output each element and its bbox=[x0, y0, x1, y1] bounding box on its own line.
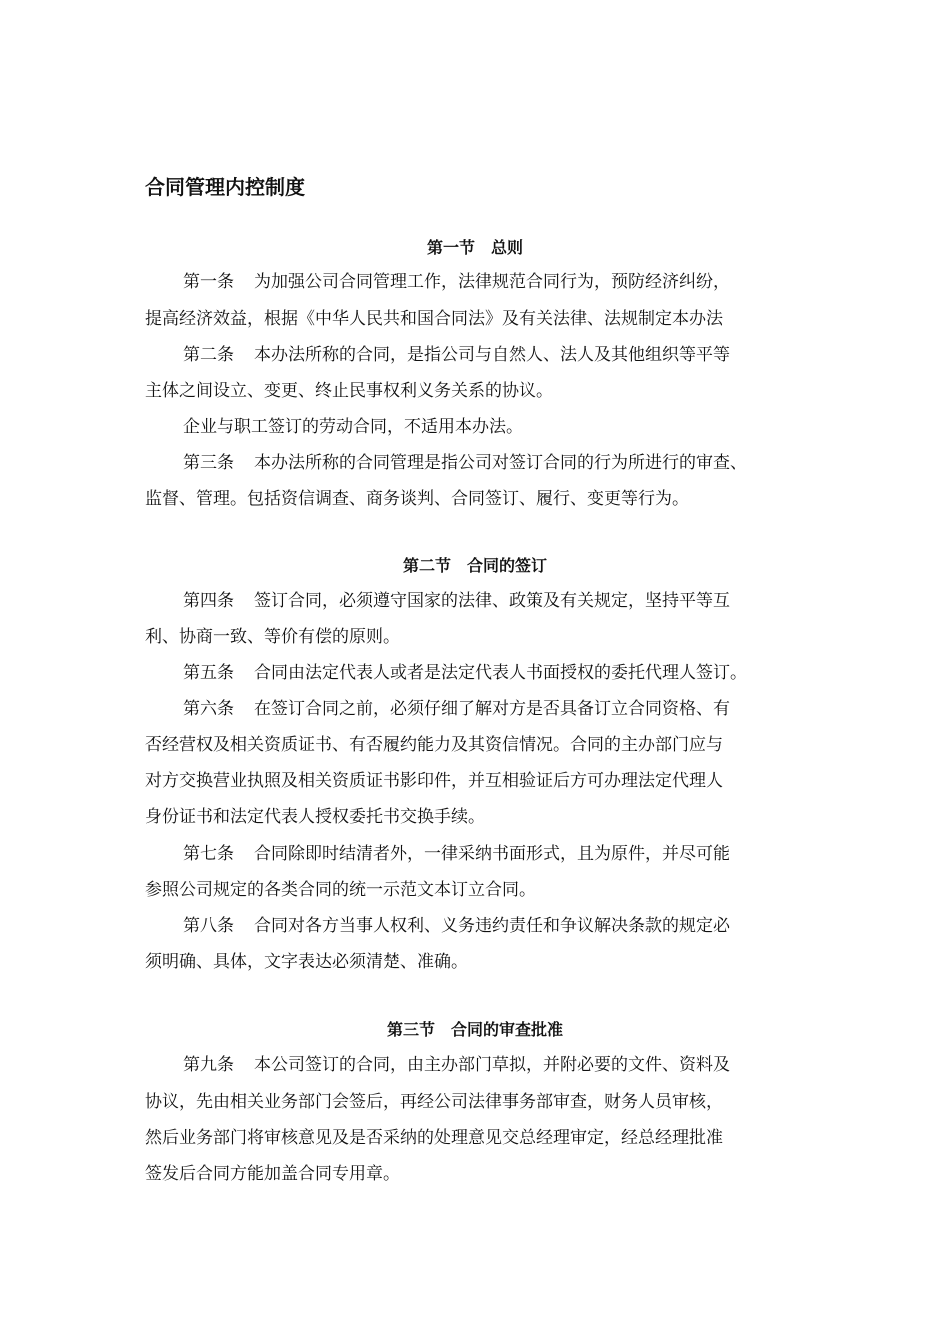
article-line bbox=[183, 915, 730, 937]
text-line: 提高经济效益，根据《中华人民共和国合同法》及有关法律、法规制定本办法 bbox=[145, 309, 723, 329]
text-line: 对方交换营业执照及相关资质证书影印件，并互相验证后方可办理法定代理人 bbox=[145, 771, 723, 791]
article-number: 第五条 bbox=[183, 663, 234, 683]
article-number: 第二条 bbox=[183, 345, 234, 365]
section-heading: 第三节 合同的审查批准 bbox=[386, 1020, 563, 1039]
text-line: 企业与职工签订的劳动合同，不适用本办法。 bbox=[183, 417, 523, 437]
text-line: 然后业务部门将审核意见及是否采纳的处理意见交总经理审定，经总经理批准 bbox=[145, 1128, 723, 1148]
article-line bbox=[183, 662, 747, 684]
document-title: 合同管理内控制度 bbox=[145, 175, 305, 199]
article-number: 第八条 bbox=[183, 916, 234, 936]
article-text: 合同由法定代表人或者是法定代表人书面授权的委托代理人签订。 bbox=[254, 663, 747, 683]
section-heading: 第二节 合同的签订 bbox=[402, 556, 547, 575]
article-number: 第四条 bbox=[183, 591, 234, 611]
text-line: 监督、管理。包括资信调查、商务谈判、合同签订、履行、变更等行为。 bbox=[145, 489, 689, 509]
article-number: 第一条 bbox=[183, 272, 234, 292]
article-number: 第九条 bbox=[183, 1055, 234, 1075]
article-text: 合同对各方当事人权利、义务违约责任和争议解决条款的规定必 bbox=[254, 916, 730, 936]
text-line: 主体之间设立、变更、终止民事权利义务关系的协议。 bbox=[145, 381, 553, 401]
section-heading: 第一节 总则 bbox=[426, 238, 523, 257]
text-line: 签发后合同方能加盖合同专用章。 bbox=[145, 1164, 400, 1184]
article-number: 第三条 bbox=[183, 453, 234, 473]
article-line bbox=[183, 452, 747, 474]
text-line: 利、协商一致、等价有偿的原则。 bbox=[145, 627, 400, 647]
article-number: 第七条 bbox=[183, 844, 234, 864]
text-line: 否经营权及相关资质证书、有否履约能力及其资信情况。合同的主办部门应与 bbox=[145, 735, 723, 755]
article-line bbox=[183, 1054, 730, 1076]
article-text: 本办法所称的合同，是指公司与自然人、法人及其他组织等平等 bbox=[254, 345, 730, 365]
article-line bbox=[183, 698, 730, 720]
article-text: 本办法所称的合同管理是指公司对签订合同的行为所进行的审查、 bbox=[254, 453, 747, 473]
text-line: 协议，先由相关业务部门会签后，再经公司法律事务部审查，财务人员审核， bbox=[145, 1092, 723, 1112]
text-line: 参照公司规定的各类合同的统一示范文本订立合同。 bbox=[145, 880, 536, 900]
article-text: 合同除即时结清者外，一律采纳书面形式，且为原件，并尽可能 bbox=[254, 844, 730, 864]
text-line: 身份证书和法定代表人授权委托书交换手续。 bbox=[145, 807, 485, 827]
article-line bbox=[183, 344, 730, 366]
article-text: 本公司签订的合同，由主办部门草拟，并附必要的文件、资料及 bbox=[254, 1055, 730, 1075]
article-line bbox=[183, 271, 730, 293]
article-line bbox=[183, 843, 730, 865]
article-text: 在签订合同之前，必须仔细了解对方是否具备订立合同资格、有 bbox=[254, 699, 730, 719]
article-text: 为加强公司合同管理工作，法律规范合同行为，预防经济纠纷， bbox=[254, 272, 730, 292]
article-text: 签订合同，必须遵守国家的法律、政策及有关规定，坚持平等互 bbox=[254, 591, 730, 611]
text-line: 须明确、具体，文字表达必须清楚、准确。 bbox=[145, 952, 468, 972]
article-number: 第六条 bbox=[183, 699, 234, 719]
article-line bbox=[183, 590, 730, 612]
